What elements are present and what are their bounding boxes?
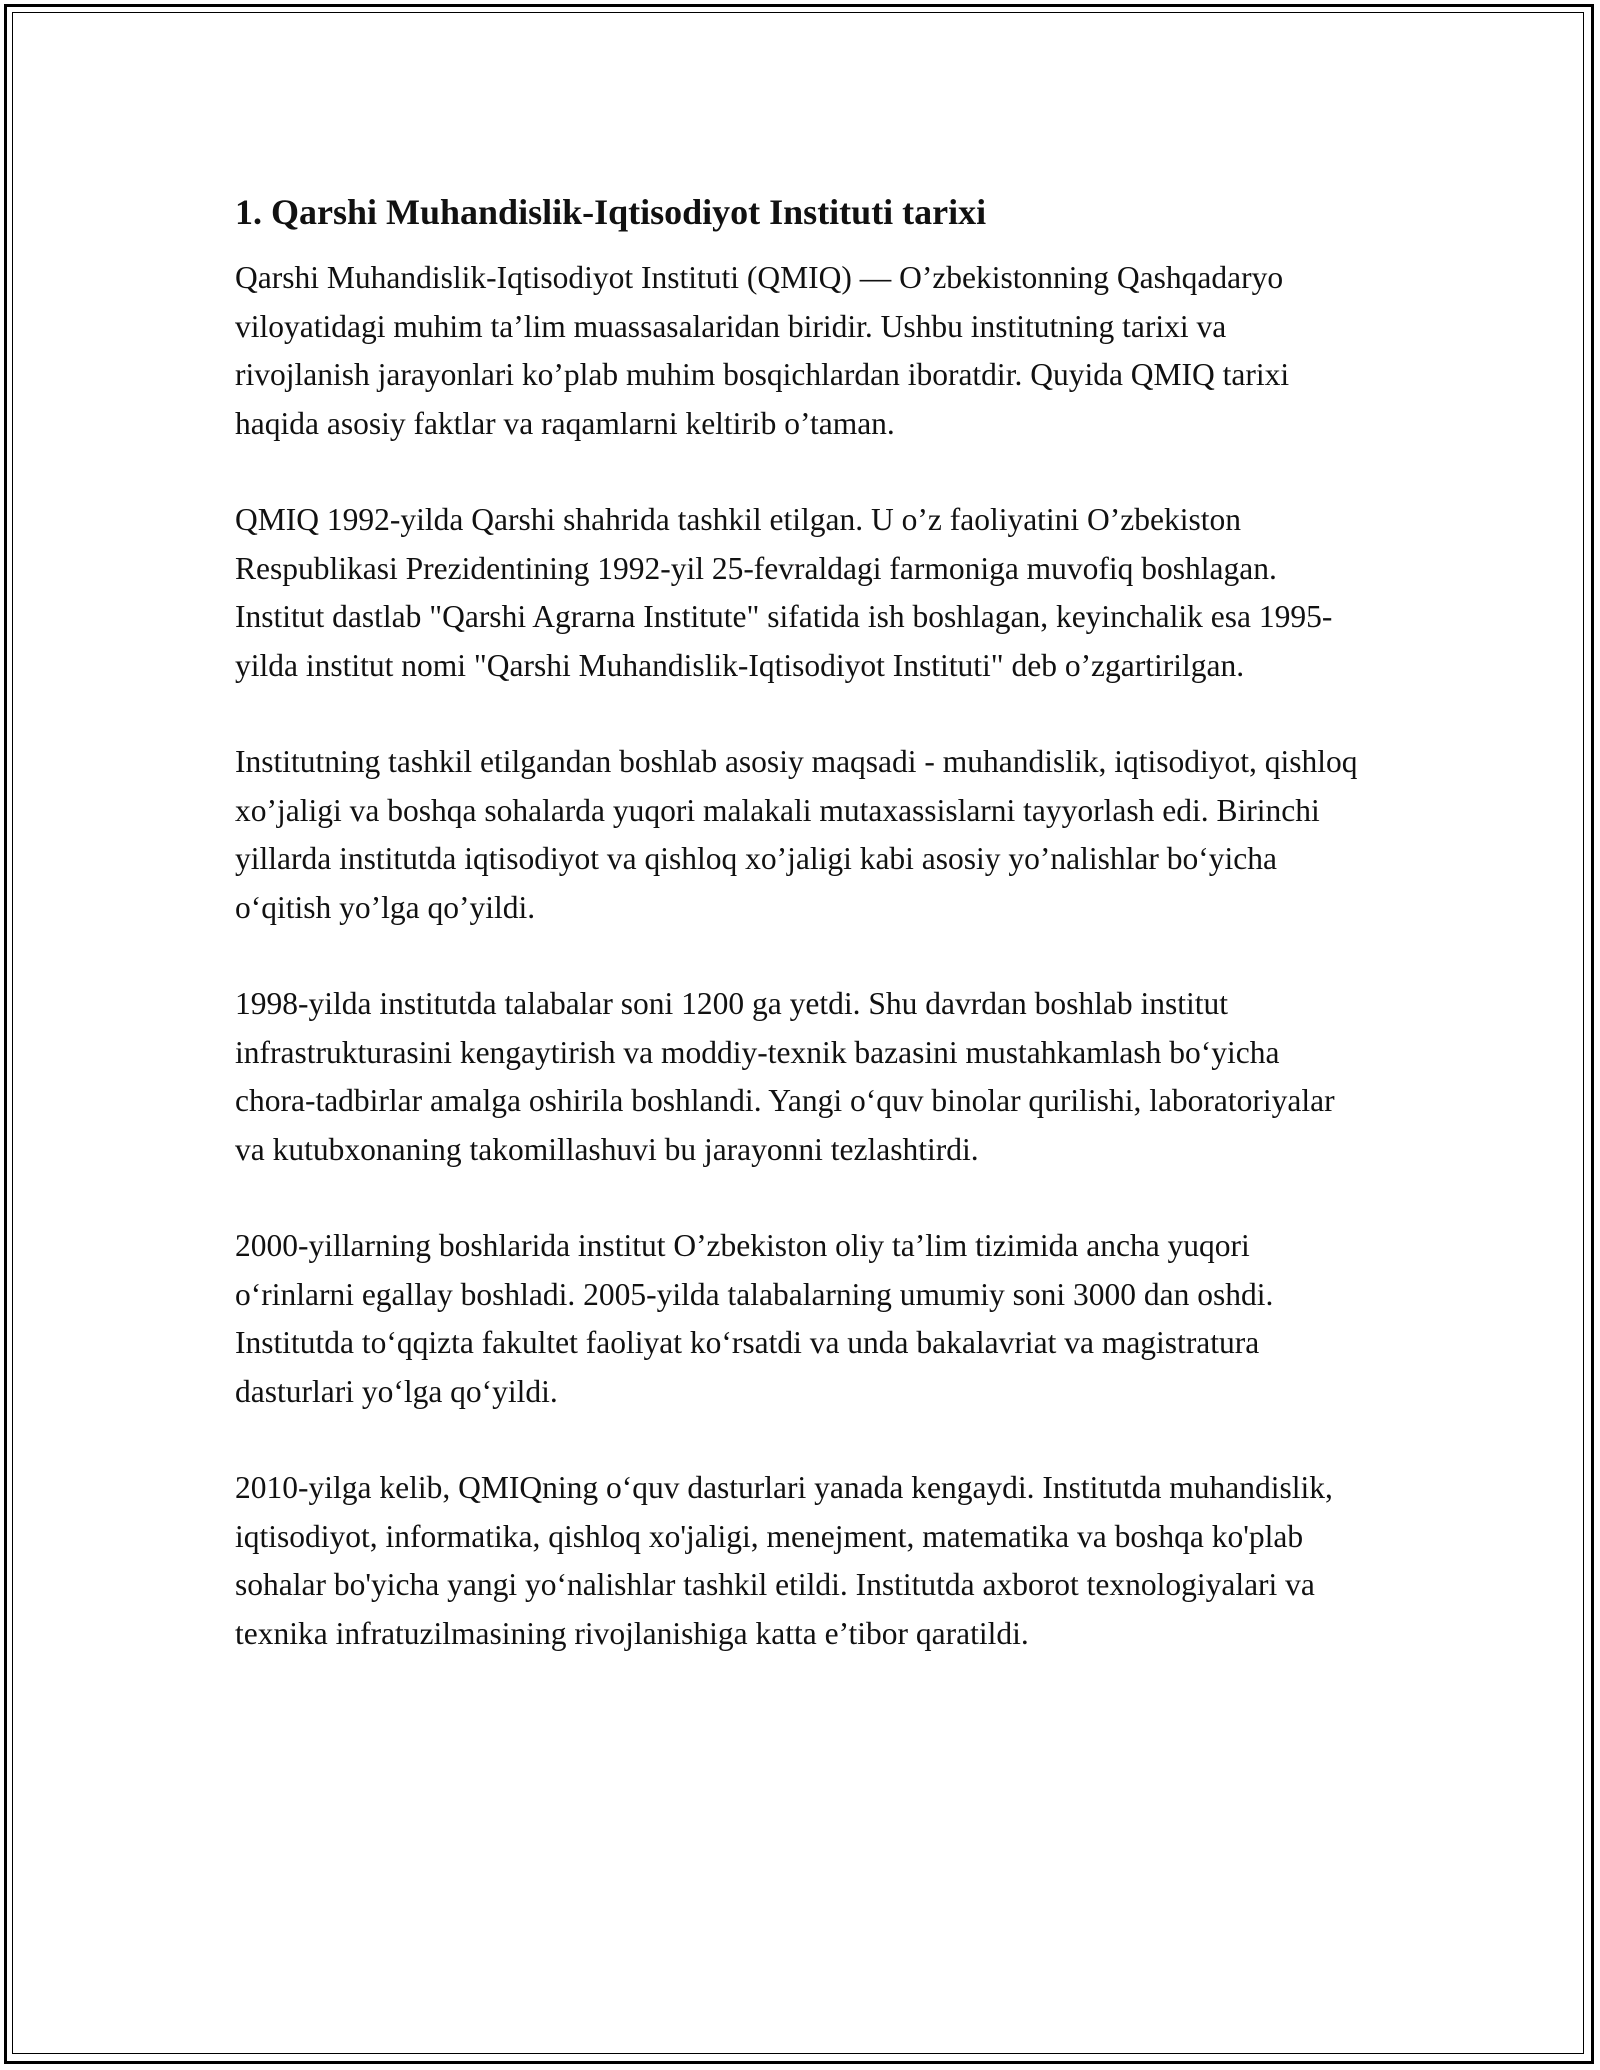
paragraph-2000s: 2000-yillarning boshlarida institut O’zbekiston oliy ta’lim tizimida ancha yuqori o‘rinlarni egallay boshladi. 2005-yilda talabalarning umumiy soni 3000 dan oshdi. Institutda to‘qqizta fakultet faoliyat ko‘rsatdi va unda bakalavriat va magistratura dasturlari yo‘lga qo‘yildi.	[235, 1228, 1274, 1409]
paragraph-intro: Qarshi Muhandislik-Iqtisodiyot Instituti (QMIQ) — O’zbekistonning Qashqadaryo viloyatidagi muhim ta’lim muassasalaridan biridir. Ushbu institutning tarixi va rivojlanish jarayonlari ko’plab muhim bosqichlardan iboratdir. Quyida QMIQ tarixi haqida asosiy faktlar va raqamlarni keltirib o’taman.	[235, 260, 1290, 441]
document-title: 1. Qarshi Muhandislik-Iqtisodiyot Instituti tarixi	[235, 192, 987, 232]
paragraph-founding: QMIQ 1992-yilda Qarshi shahrida tashkil etilgan. U o’z faoliyatini O’zbekiston Respublikasi Prezidentining 1992-yil 25-fevraldagi farmoniga muvofiq boshlagan. Institut dastlab "Qarshi Agrarna Institute" sifatida ish boshlagan, keyinchalik esa 1995-yilda institut nomi "Qarshi Muhandislik-Iqtisodiyot Instituti" deb o’zgartirilgan.	[235, 502, 1333, 683]
document-body	[235, 186, 1365, 1706]
paragraph-purpose: Institutning tashkil etilgandan boshlab asosiy maqsadi - muhandislik, iqtisodiyot, qishloq xo’jaligi va boshqa sohalarda yuqori malakali mutaxassislarni tayyorlash edi. Birinchi yillarda institutda iqtisodiyot va qishloq xo’jaligi kabi asosiy yo’nalishlar bo‘yicha o‘qitish yo’lga qo’yildi.	[235, 744, 1358, 925]
paragraph-2010: 2010-yilga kelib, QMIQning o‘quv dasturlari yanada kengaydi. Institutda muhandislik, iqtisodiyot, informatika, qishloq xo'jaligi, menejment, matematika va boshqa ko'plab sohalar bo'yicha yangi yo‘nalishlar tashkil etildi. Institutda axborot texnologiyalari va texnika infratuzilmasining rivojlanishiga katta e’tibor qaratildi.	[235, 1470, 1333, 1651]
paragraph-1998: 1998-yilda institutda talabalar soni 1200 ga yetdi. Shu davrdan boshlab institut infrastrukturasini kengaytirish va moddiy-texnik bazasini mustahkamlash bo‘yicha chora-tadbirlar amalga oshirila boshlandi. Yangi o‘quv binolar qurilishi, laboratoriyalar va kutubxonaning takomillashuvi bu jarayonni tezlashtirdi.	[235, 986, 1335, 1167]
